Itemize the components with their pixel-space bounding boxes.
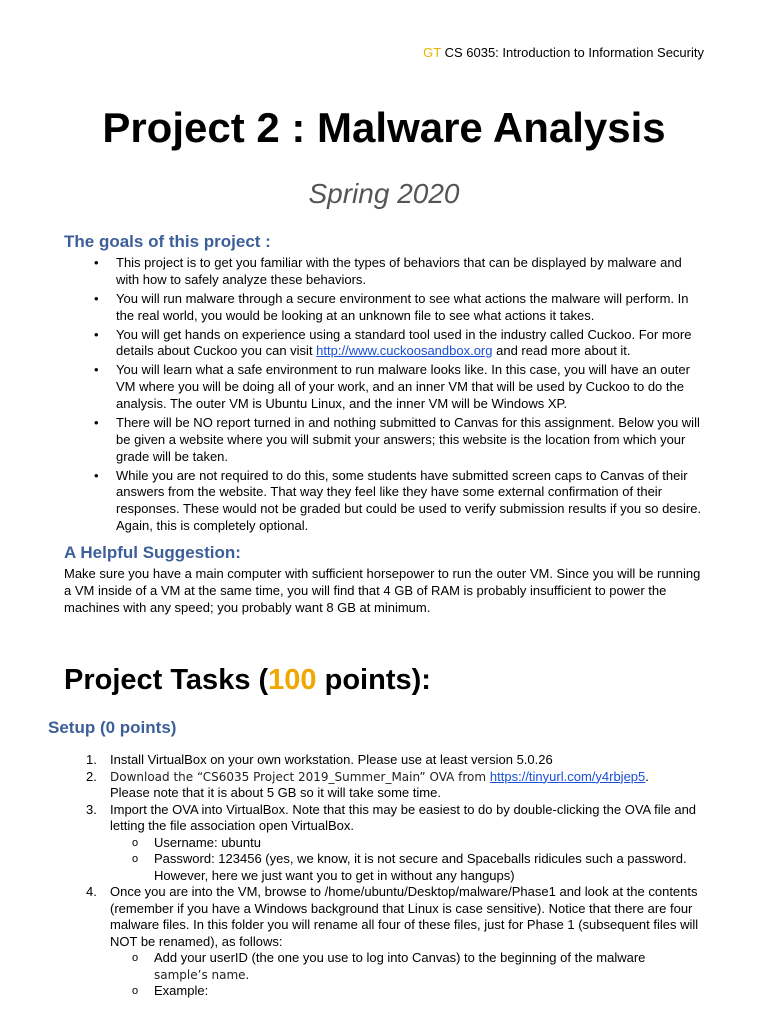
credentials-list xyxy=(110,835,714,885)
step-number: 3. xyxy=(86,801,97,817)
header-course: CS 6035: Introduction to Information Security xyxy=(444,45,704,60)
setup-step xyxy=(86,752,714,769)
rename-instructions xyxy=(110,950,714,1000)
setup-heading: Setup (0 points) xyxy=(48,718,177,737)
step-text: Once you are into the VM, browse to /home/ubuntu/Desktop/malware/Phase1 and look at the contents (remember if you have a Windows background that Linux is case sensitive). Notice that there are four malware files. In this folder you will rename all four of these files, just for Phase 1 (subsequent files will NOT be renamed), as follows: xyxy=(110,884,699,949)
cuckoo-link[interactable]: http://www.cuckoosandbox.org xyxy=(316,343,493,359)
tasks-points: 100 xyxy=(268,664,317,696)
goals-heading: The goals of this project : xyxy=(64,232,271,251)
goal-item xyxy=(94,468,706,535)
credential-username: o Username: ubuntu xyxy=(110,835,714,852)
goal-text: You will learn what a safe environment to run malware looks like. In this case, you will have an outer VM where you will be doing all of your work, and an inner VM that will be used by Cuckoo to do the analysis. The outer VM is Ubuntu Linux, and the inner VM will be Windows XP. xyxy=(116,362,690,411)
goal-item xyxy=(94,255,706,289)
goal-text: While you are not required to do this, some students have submitted screen caps to Canvas of their answers from the website. That way they feel like they have some external confirmation of their responses. These would not be graded but could be used to verify submission results if you so desire. Again, this is completely optional. xyxy=(116,467,702,533)
setup-step xyxy=(86,769,714,802)
suggestion-text: Make sure you have a main computer with sufficient horsepower to run the outer VM. Since you will be running a VM inside of a VM at the same time, you will find that 4 GB of RAM is probably insufficient to power the machines with any speed; you probably want 8 GB at minimum. xyxy=(64,566,701,615)
ova-download-link[interactable]: https://tinyurl.com/y4rbjep5 xyxy=(489,768,646,784)
credential-password: o Password: 123456 (yes, we know, it is not secure and Spaceballs ridicules such a password. However, here we just want you to get in without any hangups) xyxy=(110,851,714,884)
project-tasks-heading xyxy=(64,664,431,697)
goal-item xyxy=(94,362,706,412)
rename-instruction-text: Add your userID (the one you use to log into Canvas) to the beginning of the malware xyxy=(154,950,646,965)
header-org: GT xyxy=(423,45,441,60)
page-header xyxy=(423,45,704,60)
setup-step xyxy=(86,802,714,885)
goal-item xyxy=(94,415,706,465)
step-number: 4. xyxy=(86,884,97,899)
step-note: Please note that it is about 5 GB so it will take some time. xyxy=(110,785,441,800)
rename-instruction xyxy=(110,950,714,983)
step-number: 2. xyxy=(86,768,97,784)
goal-text: There will be NO report turned in and nothing submitted to Canvas for this assignment. Below you will be given a website where you will submit your answers; this website is the location from which your grade will be taken. xyxy=(116,414,700,464)
goals-list xyxy=(94,255,706,537)
rename-example: o Example: xyxy=(110,983,714,1000)
step-text: Import the OVA into VirtualBox. Note that this may be easiest to do by double-clicking the OVA file and letting the file association open VirtualBox. xyxy=(110,801,697,833)
goal-text: You will get hands on experience using a standard tool used in the industry called Cuckoo. For more details about Cuckoo you can visit xyxy=(116,326,692,359)
suggestion-heading: A Helpful Suggestion: xyxy=(64,543,241,562)
tasks-suffix: points): xyxy=(316,664,431,696)
step-text: Download the “CS6035 Project 2019_Summer_Main” OVA from xyxy=(110,769,490,784)
step-text: Install VirtualBox on your own workstation. Please use at least version 5.0.26 xyxy=(110,752,553,767)
setup-step xyxy=(86,884,714,1000)
rename-instruction-text-2: sample’s name. xyxy=(154,967,250,982)
page-subtitle: Spring 2020 xyxy=(308,178,460,209)
tasks-prefix: Project Tasks ( xyxy=(64,664,269,696)
step-text-end: . xyxy=(645,768,649,784)
page-title: Project 2 : Malware Analysis xyxy=(102,104,666,151)
goal-text: You will run malware through a secure environment to see what actions the malware will perform. In the real world, you would be looking at an unknown file to see what actions it takes. xyxy=(116,290,689,323)
step-number: 1. xyxy=(86,752,97,767)
goal-item xyxy=(94,291,706,325)
goal-text: This project is to get you familiar with the types of behaviors that can be displayed by malware and with how to safely analyze these behaviors. xyxy=(116,255,682,287)
goal-text-end: and read more about it. xyxy=(492,343,631,359)
setup-steps xyxy=(86,752,714,1000)
goal-item xyxy=(94,327,706,361)
